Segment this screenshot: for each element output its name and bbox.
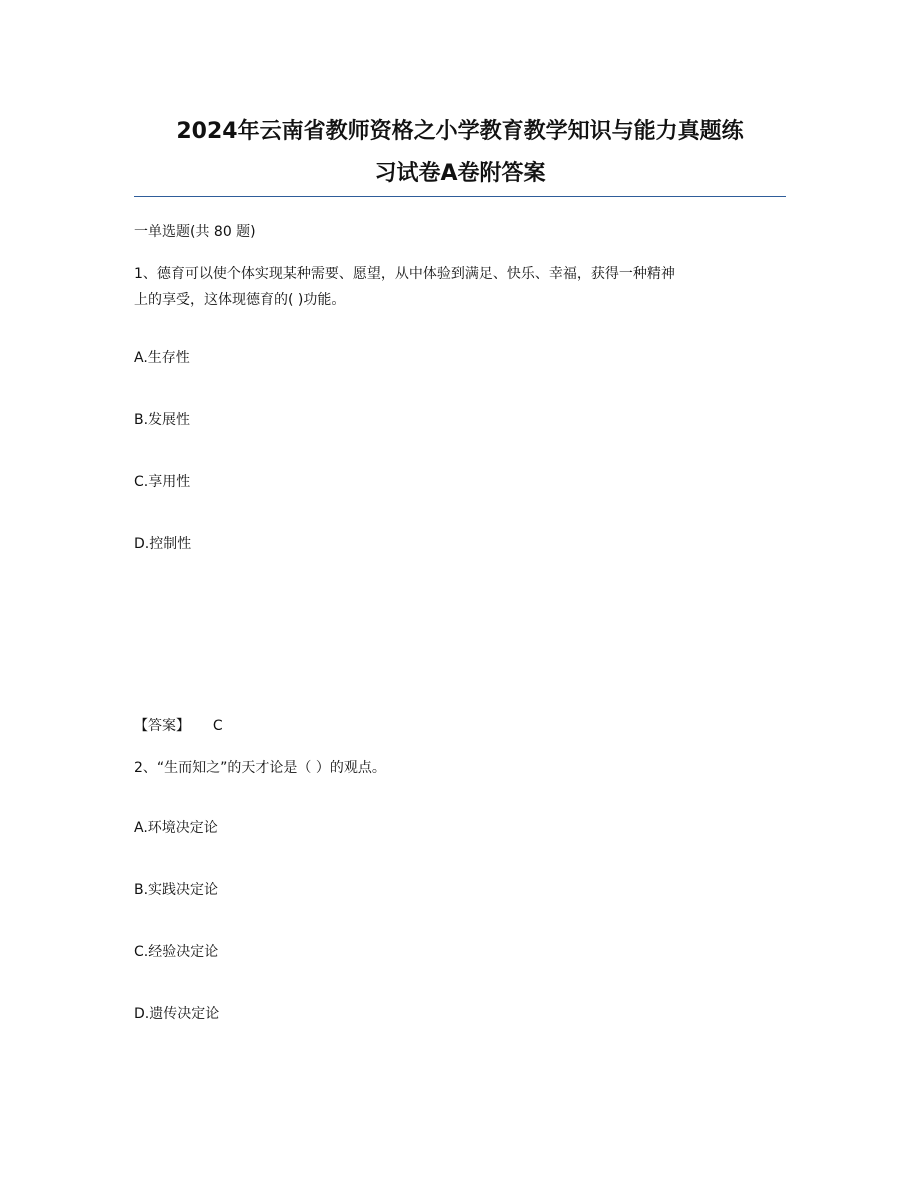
question-2-option-b: B.实践决定论 — [134, 882, 219, 898]
question-2-stem-line-1: 2、“生而知之”的天才论是（ ）的观点。 — [134, 760, 386, 776]
answer-value: C — [212, 718, 223, 734]
question-1-stem-line-1: 1、德育可以使个体实现某种需要、愿望，从中体验到满足、快乐、幸福，获得一种精神 — [134, 266, 675, 282]
question-1-option-d: D.控制性 — [134, 536, 192, 552]
question-1-option-a: A.生存性 — [134, 350, 190, 366]
title-divider — [134, 196, 786, 197]
document-title-line-2: 习试卷A卷附答案 — [374, 161, 546, 186]
answer-label: 【答案】 — [134, 718, 190, 734]
question-1-stem-line-2: 上的享受，这体现德育的( )功能。 — [134, 292, 346, 308]
question-1-answer — [134, 716, 223, 736]
question-1-option-c: C.享用性 — [134, 474, 191, 490]
section-heading: 一单选题(共 80 题) — [134, 224, 256, 240]
question-2-option-d: D.遗传决定论 — [134, 1006, 220, 1022]
question-2-option-a: A.环境决定论 — [134, 820, 218, 836]
document-title-line-1: 2024年云南省教师资格之小学教育教学知识与能力真题练 — [176, 119, 744, 144]
question-2-option-c: C.经验决定论 — [134, 944, 219, 960]
question-1-option-b: B.发展性 — [134, 412, 191, 428]
